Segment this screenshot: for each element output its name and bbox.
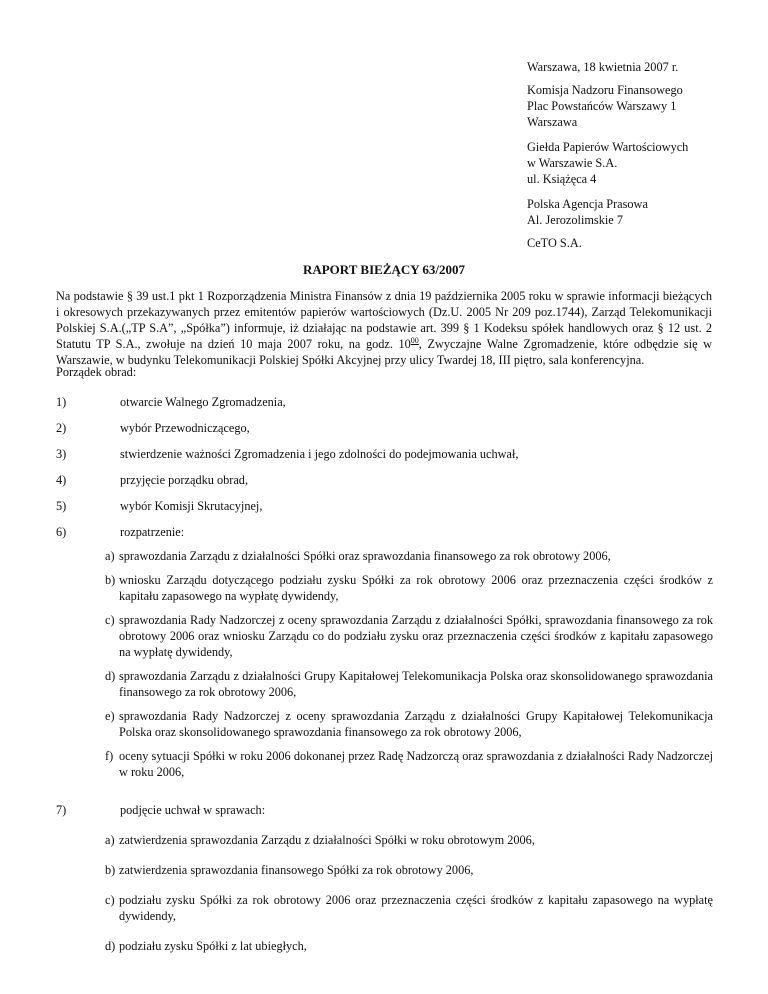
sub-item	[105, 612, 713, 660]
agenda-text: rozpatrzenie:	[120, 525, 185, 539]
sub-letter: c)	[105, 613, 115, 627]
agenda-number: 7)	[56, 803, 67, 817]
agenda-text: otwarcie Walnego Zgromadzenia,	[120, 395, 286, 409]
sub-text: wniosku Zarządu dotyczącego podziału zysku Spółki za rok obrotowy 2006 oraz przeznaczenia części środków z kapitału zapasowego na wypłatę dywidendy,	[119, 573, 713, 603]
sub-text: podziału zysku Spółki za rok obrotowy 2006 oraz przeznaczenia części środków z kapitału zapasowego na wypłatę dywidendy,	[119, 893, 713, 923]
sub-item	[105, 668, 713, 700]
sub-letter: d)	[105, 669, 116, 683]
recipient-gpw	[527, 139, 757, 187]
agenda-number: 1)	[56, 395, 67, 409]
recipient-line: w Warszawie S.A.	[527, 156, 618, 170]
sub-item	[105, 748, 713, 780]
sub-item	[105, 572, 713, 604]
sub-item	[105, 708, 713, 740]
sub-text: sprawozdania Zarządu z działalności Spółki oraz sprawozdania finansowego za rok obrotowy 2006,	[119, 549, 611, 563]
recipient-line: Plac Powstańców Warszawy 1	[527, 99, 677, 113]
agenda-label: Porządek obrad:	[56, 365, 137, 379]
recipient-line: Polska Agencja Prasowa	[527, 197, 648, 211]
agenda-text: podjęcie uchwał w sprawach:	[120, 803, 266, 817]
agenda-number: 6)	[56, 525, 67, 539]
sub-text: zatwierdzenia sprawozdania Zarządu z działalności Spółki w roku obrotowym 2006,	[119, 833, 535, 847]
sub-text: sprawozdania Rady Nadzorczej z oceny sprawozdania Zarządu z działalności Grupy Kapitałowej Telekomunikacja Polska oraz skonsolidowanego sprawozdania finansowego za rok obrotowy 2006,	[119, 709, 713, 739]
sub-text: oceny sytuacji Spółki w roku 2006 dokonanej przez Radę Nadzorczą oraz sprawozdania z działalności Rady Nadzorczej w roku 2006,	[119, 749, 713, 779]
sub-letter: b)	[105, 573, 116, 587]
sub-item	[105, 862, 713, 878]
agenda-number: 3)	[56, 447, 67, 461]
sub-item	[105, 832, 713, 848]
sub-item	[105, 938, 713, 954]
agenda-number: 2)	[56, 421, 67, 435]
agenda-number: 4)	[56, 473, 67, 487]
intro-text: Na podstawie § 39 ust.1 pkt 1 Rozporządzenia Ministra Finansów z dnia 19 października 2005 roku w sprawie informacji bieżących i okresowych przekazywanych przez emitentów papierów wartościowych (Dz.U. 2005 Nr 209 poz.1744), Zarząd Telekomunikacji Polskiej S.A.(„TP S.A”, „Spółka”) informuje, iż działając na podstawie art. 399 § 1 Kodeksu spółek handlowych oraz § 12 ust. 2 Statutu TP S.A., zwołuje na dzień 10 maja 2007 roku, na godz. 10	[56, 289, 712, 351]
recipient-line: Giełda Papierów Wartościowych	[527, 140, 689, 154]
agenda-text: przyjęcie porządku obrad,	[120, 473, 249, 487]
report-title: RAPORT BIEŻĄCY 63/2007	[302, 262, 466, 277]
intro-text-end: , Zwyczajne Walne Zgromadzenie, które odbędzie się w Warszawie, w budynku Telekomunikacji Polskiej Spółki Akcyjnej przy ulicy Twardej 18, III piętro, sala konferencyjna.	[56, 337, 712, 367]
sub-letter: e)	[105, 709, 115, 723]
recipient-line: Al. Jerozolimskie 7	[527, 213, 623, 227]
recipient-pap	[527, 196, 757, 228]
date-line: Warszawa, 18 kwietnia 2007 r.	[527, 60, 679, 74]
intro-superscript: 00	[410, 335, 419, 345]
recipient-line: Komisja Nadzoru Finansowego	[527, 83, 683, 97]
recipient-line: ul. Książęca 4	[527, 172, 597, 186]
sub-item	[105, 548, 713, 564]
sub-letter: b)	[105, 863, 116, 877]
agenda-text: stwierdzenie ważności Zgromadzenia i jego zdolności do podejmowania uchwał,	[120, 447, 519, 461]
recipient-knf	[527, 82, 757, 130]
sub-letter: d)	[105, 939, 116, 953]
sub-text: podziału zysku Spółki z lat ubiegłych,	[119, 939, 307, 953]
agenda-text: wybór Komisji Skrutacyjnej,	[120, 499, 263, 513]
agenda-text: wybór Przewodniczącego,	[120, 421, 250, 435]
sub-letter: c)	[105, 893, 115, 907]
sub-item	[105, 892, 713, 924]
recipient-line: Warszawa	[527, 115, 578, 129]
sub-letter: f)	[105, 749, 114, 763]
recipient-ceto: CeTO S.A.	[527, 236, 582, 250]
sub-text: sprawozdania Rady Nadzorczej z oceny sprawozdania Zarządu z działalności Spółki, sprawozdania finansowego za rok obrotowy 2006 oraz wniosku Zarządu co do podziału zysku oraz przeznaczenia części środków z kapitału zapasowego na wypłatę dywidendy,	[119, 613, 713, 659]
agenda-number: 5)	[56, 499, 67, 513]
intro-paragraph	[56, 288, 712, 368]
sub-letter: a)	[105, 549, 115, 563]
sub-letter: a)	[105, 833, 115, 847]
sub-text: zatwierdzenia sprawozdania finansowego Spółki za rok obrotowy 2006,	[119, 863, 474, 877]
sub-text: sprawozdania Zarządu z działalności Grupy Kapitałowej Telekomunikacja Polska oraz skonsolidowanego sprawozdania finansowego za rok obrotowy 2006,	[119, 669, 713, 699]
